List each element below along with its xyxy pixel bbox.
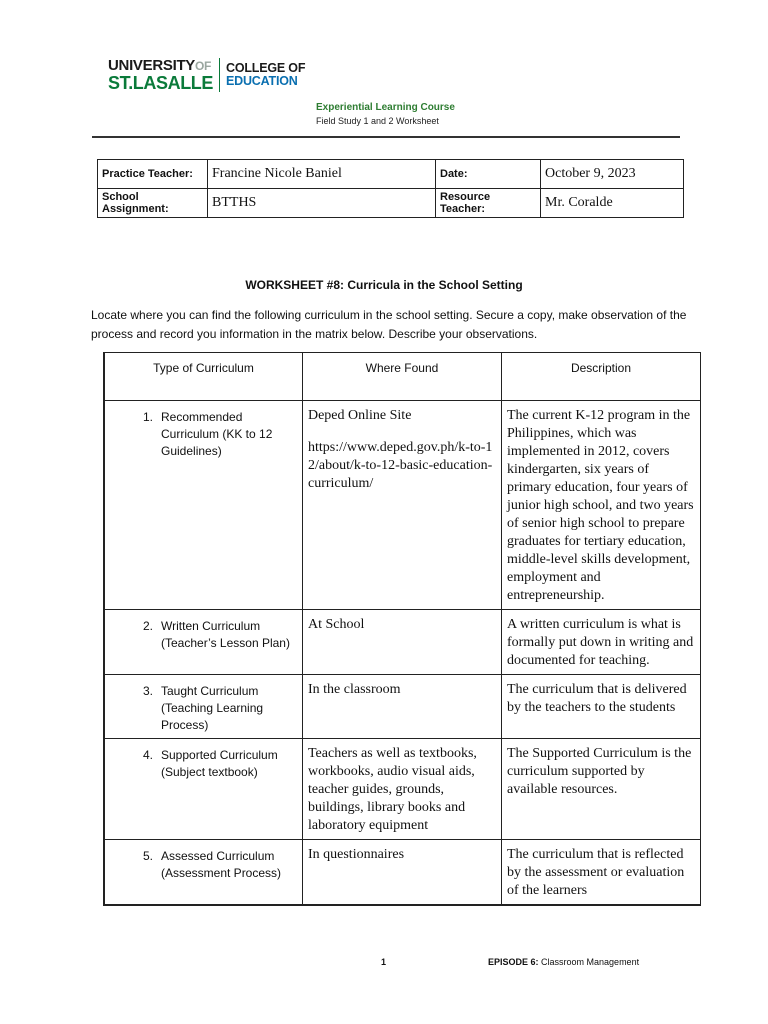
row-number: 1.: [142, 410, 153, 424]
table-row: [104, 675, 701, 739]
table-row: [104, 610, 701, 675]
header-where-found: Where Found: [302, 353, 501, 401]
type-cell: [104, 840, 302, 906]
table-row: [104, 401, 701, 610]
logo-education-text: EDUCATION: [226, 74, 298, 88]
where-found: In questionnaires: [302, 840, 501, 906]
type-cell: [104, 401, 302, 610]
info-row: [98, 189, 684, 218]
header-type-of-curriculum: Type of Curriculum: [104, 353, 302, 401]
type-cell: [104, 675, 302, 739]
date-value: October 9, 2023: [541, 160, 684, 189]
description: The current K-12 program in the Philippines, which was implemented in 2012, covers kindergarten, six years of primary education, four years of junior high school, and two years of senior high school to prepare graduates for tertiary education, middle-level skills development, employment and entrepreneurship.: [501, 401, 700, 610]
where-cell: [302, 401, 501, 610]
course-title: Experiential Learning Course: [316, 102, 455, 113]
resource-teacher-label: Resource Teacher:: [436, 189, 541, 218]
type-cell: [104, 739, 302, 840]
university-logo: [108, 57, 305, 93]
where-found: Deped Online Site: [307, 408, 412, 423]
where-found: In the classroom: [302, 675, 501, 739]
worksheet-instructions: Locate where you can find the following curriculum in the school setting. Secure a copy, make observation of the process and record you information in the matrix below. Describe your observations.: [91, 308, 687, 341]
info-row: [98, 160, 684, 189]
row-number: 2.: [142, 619, 153, 633]
where-found: At School: [302, 610, 501, 675]
footer-episode: [488, 957, 639, 967]
curriculum-type: Assessed Curriculum (Assessment Process): [161, 849, 282, 880]
description: The curriculum that is reflected by the assessment or evaluation of the learners: [501, 840, 700, 906]
school-assignment-label: School Assignment:: [98, 189, 208, 218]
practice-teacher-value: Francine Nicole Baniel: [208, 160, 436, 189]
logo-divider: [219, 58, 220, 92]
curriculum-table: [103, 352, 701, 906]
resource-teacher-value: Mr. Coralde: [541, 189, 684, 218]
logo-stlasalle-text: ST.LASALLE: [108, 73, 214, 93]
date-label: Date:: [436, 160, 541, 189]
logo-college-text: COLLEGE OF: [226, 61, 306, 76]
table-row: [104, 739, 701, 840]
table-row: [104, 840, 701, 906]
practice-teacher-label: Practice Teacher:: [98, 160, 208, 189]
page-number: 1: [381, 957, 387, 967]
row-number: 4.: [142, 748, 153, 762]
type-cell: [104, 610, 302, 675]
school-assignment-value: BTTHS: [208, 189, 436, 218]
description: The curriculum that is delivered by the teachers to the students: [501, 675, 700, 739]
header-divider: [92, 136, 680, 138]
curriculum-type: Written Curriculum (Teacher’s Lesson Plan): [161, 619, 290, 650]
info-table: [97, 159, 684, 218]
where-found: Teachers as well as textbooks, workbooks, audio visual aids, teacher guides, grounds, buildings, library books and laboratory equipment: [302, 739, 501, 840]
episode-label: EPISODE 6:: [488, 957, 539, 967]
row-number: 3.: [142, 684, 153, 698]
description: The Supported Curriculum is the curriculum supported by available resources.: [501, 739, 700, 840]
header-description: Description: [501, 353, 700, 401]
logo-of-text: OF: [195, 59, 212, 73]
table-header-row: [104, 353, 701, 401]
worksheet-title: WORKSHEET #8: Curricula in the School Setting: [245, 278, 523, 292]
course-subtitle: Field Study 1 and 2 Worksheet: [316, 116, 439, 126]
curriculum-type: Supported Curriculum (Subject textbook): [161, 748, 278, 779]
curriculum-type: Recommended Curriculum (KK to 12 Guidelines): [161, 410, 273, 458]
row-number: 5.: [142, 849, 153, 863]
curriculum-type: Taught Curriculum (Teaching Learning Process): [161, 684, 264, 732]
logo-university-text: UNIVERSITY: [108, 57, 196, 74]
episode-title: Classroom Management: [541, 957, 640, 967]
description: A written curriculum is what is formally put down in writing and documented for teaching.: [501, 610, 700, 675]
deped-url: https://www.deped.gov.ph/k-to-12/about/k-to-12-basic-education-curriculum/: [307, 440, 493, 491]
